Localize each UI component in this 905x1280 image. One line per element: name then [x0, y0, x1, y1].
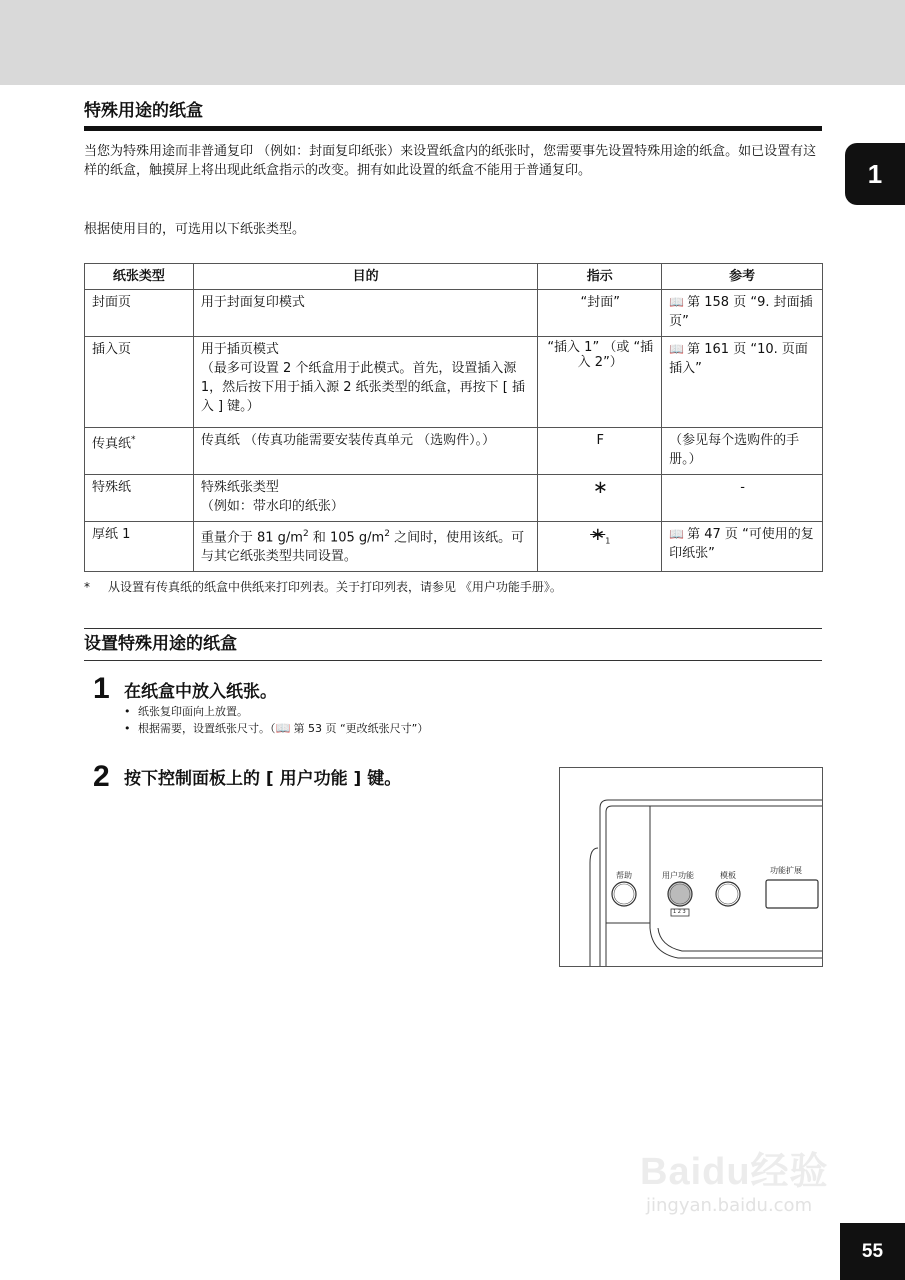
- book-icon: 📖: [669, 342, 685, 356]
- cell-type: 厚纸 1: [85, 522, 194, 572]
- cell-reference: （参见每个选购件的手册。）: [662, 428, 823, 475]
- extension-label: 功能扩展: [770, 866, 802, 875]
- book-icon: 📖: [669, 527, 685, 541]
- cell-purpose: 用于封面复印模式: [193, 290, 537, 337]
- indicator-symbol: ∗: [590, 524, 606, 545]
- purpose-text: 和 105 g/m: [308, 530, 385, 546]
- col-header-type: 纸张类型: [85, 264, 194, 290]
- reference-link[interactable]: 第 47 页 “可使用的复印纸张”: [669, 527, 814, 561]
- bullet-text: 根据需要，设置纸张尺寸。（: [138, 722, 276, 735]
- help-label: 帮助: [616, 871, 632, 880]
- footnote: [84, 578, 824, 595]
- reference-link[interactable]: 第 53 页 “更改纸张尺寸”）: [293, 722, 429, 735]
- col-header-purpose: 目的: [193, 264, 537, 290]
- table-row: [85, 475, 823, 522]
- purpose-text: 用于插页模式: [200, 342, 279, 357]
- counter-label: 1 2 3: [673, 909, 686, 915]
- user-functions-label: 用户功能: [662, 871, 694, 880]
- footnote-mark: *: [84, 580, 90, 594]
- superscript: 2: [302, 529, 309, 539]
- reference-link[interactable]: 第 161 页 “10. 页面插入”: [669, 342, 808, 376]
- table-row: [85, 290, 823, 337]
- page-number: 55: [840, 1223, 905, 1280]
- step-number: 2: [93, 760, 110, 793]
- book-icon: 📖: [275, 721, 291, 735]
- cell-reference: -: [662, 475, 823, 522]
- cell-type: [85, 428, 194, 475]
- cell-purpose: [193, 475, 537, 522]
- step-number: 1: [93, 672, 110, 705]
- cell-purpose: [193, 337, 537, 428]
- cell-indicator: F: [538, 428, 662, 475]
- cell-purpose: 传真纸 （传真功能需要安装传真单元 （选购件）。）: [193, 428, 537, 475]
- cell-reference: [662, 522, 823, 572]
- lead-paragraph: 根据使用目的，可选用以下纸张类型。: [84, 222, 306, 237]
- cell-reference: [662, 337, 823, 428]
- cell-type: 封面页: [85, 290, 194, 337]
- cell-reference: [662, 290, 823, 337]
- list-item: [124, 720, 428, 737]
- col-header-indicator: 指示: [538, 264, 662, 290]
- superscript: 2: [384, 529, 390, 539]
- footnote-text: 从设置有传真纸的纸盒中供纸来打印列表。关于打印列表，请参见 《用户功能手册》。: [108, 580, 562, 594]
- table-header-row: [85, 264, 823, 290]
- help-button: [612, 882, 636, 906]
- purpose-text: 特殊纸张类型: [200, 480, 279, 495]
- table-row: [85, 337, 823, 428]
- cell-indicator: “插入 1” （或 “插入 2”）: [538, 337, 662, 428]
- template-label: 模板: [720, 871, 736, 880]
- table-row: [85, 428, 823, 475]
- section-title: 特殊用途的纸盒: [84, 96, 822, 131]
- purpose-note: （最多可设置 2 个纸盒用于此模式。首先，设置插入源 1，然后按下用于插入源 2 纸张类型的纸盒，再按下 [ 插入 ] 键。）: [200, 361, 525, 414]
- cell-purpose: [193, 522, 537, 572]
- purpose-text: 重量介于 81 g/m: [200, 530, 303, 546]
- header-band: [0, 0, 905, 85]
- extension-button: [766, 880, 818, 908]
- cell-type: 插入页: [85, 337, 194, 428]
- cell-type: 特殊纸: [85, 475, 194, 522]
- book-icon: 📖: [669, 295, 685, 309]
- footnote-mark: *: [131, 435, 136, 445]
- watermark-logo: Baidu经验: [640, 1151, 829, 1193]
- list-item: • 纸张复印面向上放置。: [124, 703, 428, 720]
- step-title: 在纸盒中放入纸张。: [124, 682, 277, 702]
- col-header-reference: 参考: [662, 264, 823, 290]
- procedure-title: 设置特殊用途的纸盒: [84, 628, 822, 661]
- step-title: 按下控制面板上的 [ 用户功能 ] 键。: [124, 769, 402, 789]
- step-bullets: [124, 703, 428, 737]
- cell-indicator: ∗: [538, 475, 662, 522]
- reference-link[interactable]: 第 158 页 “9. 封面插页”: [669, 295, 813, 329]
- cell-indicator: “封面”: [538, 290, 662, 337]
- indicator-subscript: 1: [605, 536, 611, 546]
- intro-paragraph: 当您为特殊用途而非普通复印 （例如：封面复印纸张）来设置纸盒内的纸张时，您需要事先设置特殊用途的纸盒。如已设置有这样的纸盒，触摸屏上将出现此纸盒指示的改变。拥有如此设置的纸盒不能用于普通复印。: [84, 144, 817, 178]
- chapter-tab: 1: [845, 143, 905, 205]
- template-button: [716, 882, 740, 906]
- table-row: [85, 522, 823, 572]
- purpose-note: （例如：带水印的纸张）: [200, 499, 344, 514]
- watermark-url: jingyan.baidu.com: [646, 1195, 813, 1216]
- paper-type-table: [84, 263, 823, 572]
- cell-indicator: [538, 522, 662, 572]
- type-text: 传真纸: [92, 436, 132, 452]
- control-panel-illustration: [559, 767, 823, 967]
- purpose-text: 之间时，使用该纸。可与其它纸张类型共同设置。: [200, 530, 525, 565]
